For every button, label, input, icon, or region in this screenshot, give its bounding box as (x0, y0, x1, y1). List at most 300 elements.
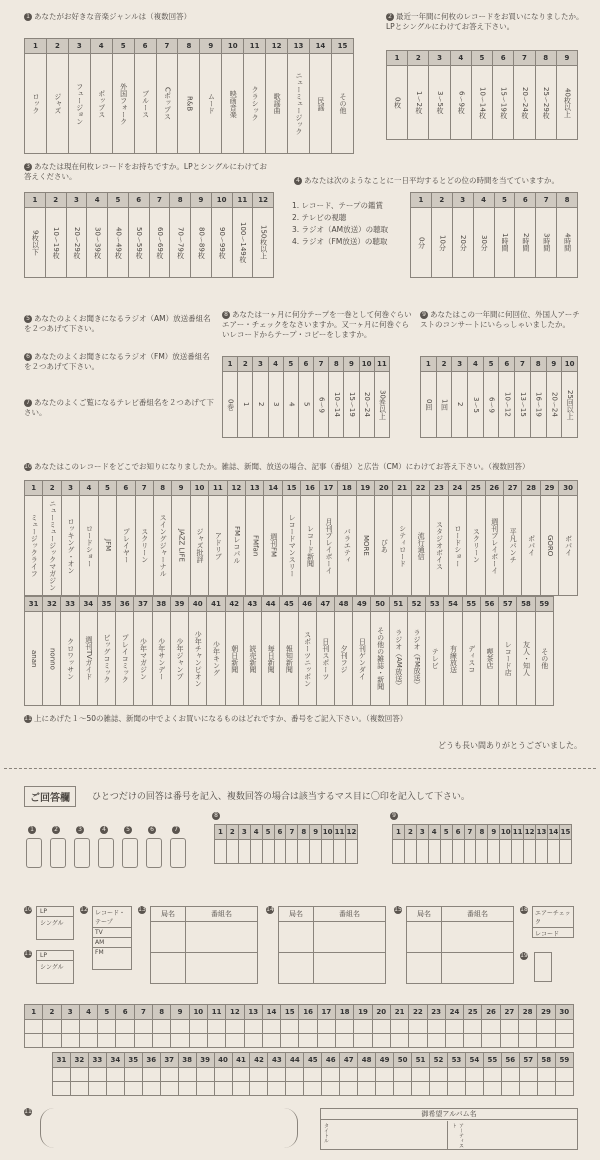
ans-src1-cell[interactable] (281, 1034, 299, 1048)
ans-q9-option-10[interactable] (500, 840, 512, 864)
q2-grid (386, 50, 578, 140)
ans-src2-cell[interactable] (250, 1082, 268, 1096)
ans-q8-option-2[interactable] (226, 840, 238, 864)
ans-src1-col-1: 1 (25, 1005, 43, 1020)
ans-q8-col-4: 4 (250, 825, 262, 840)
ans-src1-option-25[interactable] (464, 1020, 482, 1034)
ans-q8-option-5[interactable] (262, 840, 274, 864)
q10b-col-39: 39 (170, 597, 188, 612)
ans-src2-col-36: 36 (142, 1053, 160, 1068)
q3-option-7: 60〜69枚 (149, 208, 170, 278)
ans-q8-option-11[interactable] (334, 840, 346, 864)
q8-col-2: 2 (238, 357, 253, 372)
ans-src1-cell[interactable] (390, 1034, 408, 1048)
ans-src1-cell[interactable] (207, 1034, 225, 1048)
ans-src1-cell[interactable] (372, 1034, 390, 1048)
ans-src1-cell[interactable] (500, 1034, 518, 1048)
q10a-col-5: 5 (98, 481, 116, 496)
ans-src2-option-34[interactable] (106, 1068, 124, 1082)
answer-num-box-5[interactable] (122, 838, 138, 868)
ans-src1-option-18[interactable] (336, 1020, 354, 1034)
ans-src2-cell[interactable] (214, 1082, 232, 1096)
ans-src2-cell[interactable] (196, 1082, 214, 1096)
ans-src1-option-26[interactable] (482, 1020, 500, 1034)
ans-src2-option-46[interactable] (322, 1068, 340, 1082)
ans-src1-cell[interactable] (317, 1034, 335, 1048)
ans-src1-cell[interactable] (226, 1034, 244, 1048)
ans-src2-cell[interactable] (88, 1082, 106, 1096)
ans-src2-cell[interactable] (465, 1082, 483, 1096)
ans-q8-col-2: 2 (226, 825, 238, 840)
ans-q9-option-7[interactable] (464, 840, 476, 864)
ans-src2-cell[interactable] (286, 1082, 304, 1096)
q10b-option-31: anan (25, 612, 43, 706)
ans-src1-col-2: 2 (43, 1005, 61, 1020)
ans-q8-option-4[interactable] (250, 840, 262, 864)
q4-option-8: 4時間 (557, 208, 578, 278)
ans-q8-option-9[interactable] (310, 840, 322, 864)
ans-src1-option-14[interactable] (262, 1020, 280, 1034)
q10b-option-36: プレイコミック (116, 612, 134, 706)
ans-q9-col-10: 10 (500, 825, 512, 840)
answer-q9-grid[interactable] (392, 824, 572, 864)
ans-src1-cell[interactable] (171, 1034, 189, 1048)
q4-col-4: 4 (473, 193, 494, 208)
q10b-option-54: 有線放送 (444, 612, 462, 706)
q10b-col-34: 34 (79, 597, 97, 612)
answer-q18-box[interactable]: エアーチェック レコード (532, 906, 574, 938)
ans-src2-col-51: 51 (412, 1053, 430, 1068)
ans-src2-option-39[interactable] (196, 1068, 214, 1082)
ans-src2-option-51[interactable] (412, 1068, 430, 1082)
q1-text: 1 あなたがお好きな音楽ジャンルは（複数回答） (24, 12, 191, 22)
ans-src1-option-15[interactable] (281, 1020, 299, 1034)
q1-option-4: ポップス (90, 54, 112, 154)
ans-q9-option-3[interactable] (416, 840, 428, 864)
ans-src2-option-52[interactable] (430, 1068, 448, 1082)
ans-src1-option-22[interactable] (409, 1020, 427, 1034)
q8-col-1: 1 (223, 357, 238, 372)
q10b-col-55: 55 (462, 597, 480, 612)
answer-program-box-1[interactable]: 局名 番組名 (150, 906, 258, 984)
ans-src1-col-13: 13 (244, 1005, 262, 1020)
q1-col-2: 2 (46, 39, 68, 54)
q1-col-11: 11 (244, 39, 266, 54)
ans-src2-cell[interactable] (124, 1082, 142, 1096)
ans-src2-option-59[interactable] (555, 1068, 573, 1082)
ans-src1-option-2[interactable] (43, 1020, 61, 1034)
ans-src1-cell[interactable] (153, 1034, 171, 1048)
ans-src1-cell[interactable] (25, 1034, 43, 1048)
ans-src2-col-57: 57 (519, 1053, 537, 1068)
ans-q8-option-1[interactable] (215, 840, 227, 864)
ans-src2-option-58[interactable] (537, 1068, 555, 1082)
answer-num-box-6[interactable] (146, 838, 162, 868)
ans-src2-option-38[interactable] (178, 1068, 196, 1082)
q3-col-1: 1 (25, 193, 46, 208)
ans-src1-cell[interactable] (116, 1034, 134, 1048)
ans-src1-cell[interactable] (409, 1034, 427, 1048)
q10b-option-50: その他の雑誌・新聞 (371, 612, 389, 706)
q8-col-7: 7 (314, 357, 329, 372)
ans-src2-option-56[interactable] (501, 1068, 519, 1082)
q1-col-5: 5 (112, 39, 134, 54)
q4-option-2: 10分 (431, 208, 452, 278)
ans-src1-col-26: 26 (482, 1005, 500, 1020)
answer-q11-label: 11 (24, 950, 32, 957)
ans-q8-option-10[interactable] (322, 840, 334, 864)
q3-option-9: 80〜89枚 (191, 208, 212, 278)
ans-src2-cell[interactable] (537, 1082, 555, 1096)
q10-text: 10 あなたはこのレコードをどこでお知りになりましたか。雑誌、新聞、放送の場合、記事（番組）と広告（CM）にわけてお答え下さい。（複数回答） (24, 462, 530, 471)
ans-src2-cell[interactable] (430, 1082, 448, 1096)
ans-src2-col-37: 37 (160, 1053, 178, 1068)
q10a-col-20: 20 (375, 481, 393, 496)
ans-src2-option-44[interactable] (286, 1068, 304, 1082)
ans-src1-option-23[interactable] (427, 1020, 445, 1034)
ans-q9-option-5[interactable] (440, 840, 452, 864)
ans-src1-col-19: 19 (354, 1005, 372, 1020)
ans-q9-option-15[interactable] (559, 840, 571, 864)
ans-src1-option-7[interactable] (134, 1020, 152, 1034)
ans-src1-cell[interactable] (555, 1034, 573, 1048)
ans-src2-cell[interactable] (555, 1082, 573, 1096)
ans-src1-option-20[interactable] (372, 1020, 390, 1034)
q8-col-3: 3 (253, 357, 268, 372)
ans-q8-option-12[interactable] (345, 840, 357, 864)
ans-src2-cell[interactable] (304, 1082, 322, 1096)
ans-src2-option-55[interactable] (483, 1068, 501, 1082)
q10a-option-15: レコードマンスリー (282, 496, 300, 596)
ans-src1-option-9[interactable] (171, 1020, 189, 1034)
ans-src1-option-28[interactable] (519, 1020, 537, 1034)
ans-src2-cell[interactable] (376, 1082, 394, 1096)
ans-src1-cell[interactable] (189, 1034, 207, 1048)
ans-src1-cell[interactable] (427, 1034, 445, 1048)
q10b-col-59: 59 (535, 597, 553, 612)
ans-src2-option-31[interactable] (53, 1068, 71, 1082)
ans-src2-option-41[interactable] (232, 1068, 250, 1082)
ans-q8-col-7: 7 (286, 825, 298, 840)
q11-text: 11 上にあげた１〜50の雑誌、新聞の中でよくお買いになるものはどれですか、番号をご記入下さい。（複数回答） (24, 714, 408, 723)
ans-src1-option-12[interactable] (226, 1020, 244, 1034)
q8-option-4: 3 (268, 372, 283, 438)
q10b-col-36: 36 (116, 597, 134, 612)
ans-src1-cell[interactable] (134, 1034, 152, 1048)
ans-src1-option-30[interactable] (555, 1020, 573, 1034)
ans-src1-option-21[interactable] (390, 1020, 408, 1034)
ans-src2-col-46: 46 (322, 1053, 340, 1068)
ans-src2-option-49[interactable] (376, 1068, 394, 1082)
ans-src2-option-53[interactable] (447, 1068, 465, 1082)
ans-q8-option-8[interactable] (298, 840, 310, 864)
ans-q8-option-7[interactable] (286, 840, 298, 864)
ans-src2-cell[interactable] (483, 1082, 501, 1096)
q9-col-10: 10 (562, 357, 578, 372)
q10a-option-27: 平凡パンチ (503, 496, 521, 596)
ans-src1-col-9: 9 (171, 1005, 189, 1020)
ans-src1-cell[interactable] (43, 1034, 61, 1048)
ans-src2-option-54[interactable] (465, 1068, 483, 1082)
q10b-col-45: 45 (280, 597, 298, 612)
ans-src2-cell[interactable] (232, 1082, 250, 1096)
ans-src2-cell[interactable] (447, 1082, 465, 1096)
q8-col-5: 5 (283, 357, 298, 372)
q4-option-7: 3時間 (536, 208, 557, 278)
ans-src2-option-43[interactable] (268, 1068, 286, 1082)
ans-src2-option-33[interactable] (88, 1068, 106, 1082)
ans-src2-col-39: 39 (196, 1053, 214, 1068)
ans-src2-cell[interactable] (142, 1082, 160, 1096)
answer-program-box-3[interactable]: 局名 番組名 (406, 906, 514, 984)
q10b-col-44: 44 (262, 597, 280, 612)
ans-src1-option-17[interactable] (317, 1020, 335, 1034)
q10a-col-25: 25 (467, 481, 485, 496)
ans-q8-col-3: 3 (238, 825, 250, 840)
answer-q8-grid[interactable] (214, 824, 358, 864)
ans-src2-cell[interactable] (160, 1082, 178, 1096)
q10b-option-58: 友人・知人 (517, 612, 535, 706)
answer-free-box[interactable] (40, 1108, 298, 1148)
q5-text: 5 あなたのよくお聞きになるラジオ（AM）放送番組名を２つあげて下さい。 (24, 314, 211, 333)
ans-src2-cell[interactable] (501, 1082, 519, 1096)
q10a-col-28: 28 (522, 481, 540, 496)
ans-src1-option-27[interactable] (500, 1020, 518, 1034)
q8-grid (222, 356, 390, 438)
ans-src2-cell[interactable] (268, 1082, 286, 1096)
ans-src1-col-7: 7 (134, 1005, 152, 1020)
ans-q9-option-9[interactable] (488, 840, 500, 864)
answer-num-label-5: 5 (124, 826, 132, 834)
q1-option-8: R&B (178, 54, 200, 154)
answer-q19-box[interactable] (534, 952, 552, 982)
q10a-option-24: ロードショー (448, 496, 466, 596)
ans-src2-cell[interactable] (106, 1082, 124, 1096)
ans-src1-option-3[interactable] (61, 1020, 79, 1034)
q10b-option-38: 少年サンデー (152, 612, 170, 706)
q10b-option-33: クロワッサン (61, 612, 79, 706)
q1-col-6: 6 (134, 39, 156, 54)
q10b-option-51: ラジオ（AM放送） (389, 612, 407, 706)
ans-src1-option-10[interactable] (189, 1020, 207, 1034)
q10a-col-22: 22 (411, 481, 429, 496)
ans-q9-option-2[interactable] (404, 840, 416, 864)
ans-src1-option-8[interactable] (153, 1020, 171, 1034)
ans-src2-option-47[interactable] (340, 1068, 358, 1082)
q2-col-6: 6 (493, 51, 514, 66)
ans-q9-option-12[interactable] (524, 840, 536, 864)
ans-src1-option-29[interactable] (537, 1020, 555, 1034)
ans-src2-option-50[interactable] (394, 1068, 412, 1082)
q10b-col-52: 52 (407, 597, 425, 612)
ans-src2-cell[interactable] (70, 1082, 88, 1096)
ans-src1-option-6[interactable] (116, 1020, 134, 1034)
q10-grid-1 (24, 480, 578, 596)
q4-grid (410, 192, 578, 278)
answer-num-label-4: 4 (100, 826, 108, 834)
ans-src1-col-4: 4 (79, 1005, 97, 1020)
q3-text: 3 あなたは現在何枚レコードをお持ちですか。LPとシングルにわけてお答えください。 (24, 162, 268, 181)
ans-src1-option-19[interactable] (354, 1020, 372, 1034)
ans-q9-option-6[interactable] (452, 840, 464, 864)
q2-option-1: 0枚 (387, 66, 408, 140)
q10b-option-59: その他 (535, 612, 553, 706)
wish-album-box[interactable]: 御希望アルバム名 タイトル アーティスト (320, 1108, 578, 1150)
ans-src2-option-36[interactable] (142, 1068, 160, 1082)
ans-src2-option-35[interactable] (124, 1068, 142, 1082)
ans-src2-option-57[interactable] (519, 1068, 537, 1082)
q8-option-2: 1 (238, 372, 253, 438)
ans-src2-cell[interactable] (394, 1082, 412, 1096)
answer-q10-label: 10 (24, 906, 32, 913)
ans-src1-cell[interactable] (61, 1034, 79, 1048)
thanks-text: どうも長い間ありがとうございました。 (438, 741, 582, 750)
answer-q14-label: 14 (266, 906, 274, 913)
ans-src1-col-22: 22 (409, 1005, 427, 1020)
ans-q8-option-3[interactable] (238, 840, 250, 864)
ans-src1-cell[interactable] (79, 1034, 97, 1048)
ans-src1-cell[interactable] (354, 1034, 372, 1048)
q8-option-9: 15〜19 (344, 372, 359, 438)
ans-src2-cell[interactable] (519, 1082, 537, 1096)
q8-text: 8 あなたは一ヶ月に何分テープを一巻として何巻ぐらいエアー・チェックをなさいますか。又一ヶ月に何巻ぐらいレコードからテープ・コピーをしますか。 (222, 310, 412, 339)
ans-src2-cell[interactable] (178, 1082, 196, 1096)
answer-num-box-2[interactable] (50, 838, 66, 868)
answer-q12-box[interactable]: レコード・テープ TV AM FM (92, 906, 132, 970)
ans-src2-cell[interactable] (322, 1082, 340, 1096)
ans-src2-col-35: 35 (124, 1053, 142, 1068)
ans-src2-col-47: 47 (340, 1053, 358, 1068)
ans-q9-option-8[interactable] (476, 840, 488, 864)
ans-src2-col-48: 48 (358, 1053, 376, 1068)
answer-source-grid-2[interactable] (52, 1052, 574, 1096)
ans-src2-option-45[interactable] (304, 1068, 322, 1082)
ans-src1-option-24[interactable] (445, 1020, 463, 1034)
q2-text: 2 最近一年間に何枚のレコードをお買いになりましたか。LPとシングルにわけてお答え下さい。 (386, 12, 584, 31)
ans-src1-cell[interactable] (262, 1034, 280, 1048)
ans-src2-cell[interactable] (358, 1082, 376, 1096)
q10a-col-1: 1 (25, 481, 43, 496)
q10a-col-16: 16 (301, 481, 319, 496)
ans-src2-cell[interactable] (412, 1082, 430, 1096)
ans-q8-option-6[interactable] (274, 840, 286, 864)
answer-program-box-2[interactable]: 局名 番組名 (278, 906, 386, 984)
q8-col-10: 10 (359, 357, 374, 372)
ans-q9-option-14[interactable] (547, 840, 559, 864)
q3-col-7: 7 (149, 193, 170, 208)
ans-src2-option-42[interactable] (250, 1068, 268, 1082)
answer-source-grid-1[interactable] (24, 1004, 574, 1048)
q9-option-4: 3〜5 (468, 372, 484, 438)
q1-option-11: クラシック (244, 54, 266, 154)
q8-option-7: 6〜9 (314, 372, 329, 438)
ans-src2-col-59: 59 (555, 1053, 573, 1068)
ans-src1-cell[interactable] (336, 1034, 354, 1048)
ans-src2-option-32[interactable] (70, 1068, 88, 1082)
q2-option-2: 1〜2枚 (408, 66, 429, 140)
q8-col-9: 9 (344, 357, 359, 372)
q2-option-9: 40枚以上 (556, 66, 577, 140)
q4-col-6: 6 (515, 193, 536, 208)
ans-src1-cell[interactable] (464, 1034, 482, 1048)
q10b-option-48: 夕刊フジ (334, 612, 352, 706)
answer-num-box-7[interactable] (170, 838, 186, 868)
ans-src1-cell[interactable] (482, 1034, 500, 1048)
ans-src1-option-5[interactable] (98, 1020, 116, 1034)
ans-src1-option-13[interactable] (244, 1020, 262, 1034)
q1-options (25, 54, 354, 154)
ans-q9-col-15: 15 (559, 825, 571, 840)
q1-option-7: Cポップス (156, 54, 178, 154)
ans-q9-option-4[interactable] (428, 840, 440, 864)
q10b-option-35: ビッグコミック (97, 612, 115, 706)
ans-q8-col-8: 8 (298, 825, 310, 840)
answer-num-box-3[interactable] (74, 838, 90, 868)
q10a-option-25: スクリーン (467, 496, 485, 596)
ans-src1-cell[interactable] (98, 1034, 116, 1048)
q10a-col-27: 27 (503, 481, 521, 496)
ans-src2-option-48[interactable] (358, 1068, 376, 1082)
ans-src2-col-55: 55 (483, 1053, 501, 1068)
q1-col-3: 3 (68, 39, 90, 54)
answer-num-box-1[interactable] (26, 838, 42, 868)
ans-src2-col-31: 31 (53, 1053, 71, 1068)
answer-q10-box[interactable]: LP シングル (36, 906, 74, 940)
ans-q9-option-1[interactable] (393, 840, 405, 864)
q1-option-1: ロック (25, 54, 47, 154)
ans-src1-cell[interactable] (244, 1034, 262, 1048)
ans-src2-col-45: 45 (304, 1053, 322, 1068)
answer-q13-label: 13 (138, 906, 146, 913)
ans-src1-cell[interactable] (445, 1034, 463, 1048)
q10b-option-57: レコード店 (499, 612, 517, 706)
q10b-option-49: 日刊ゲンダイ (353, 612, 371, 706)
ans-src1-option-11[interactable] (207, 1020, 225, 1034)
q9-option-8: 16〜19 (530, 372, 546, 438)
q10a-option-30: ボパイ (559, 496, 578, 596)
ans-src1-option-1[interactable] (25, 1020, 43, 1034)
ans-src1-option-16[interactable] (299, 1020, 317, 1034)
ans-src1-cell[interactable] (299, 1034, 317, 1048)
q10a-option-3: ロッキング・オン (61, 496, 79, 596)
q1-col-9: 9 (200, 39, 222, 54)
answer-num-box-4[interactable] (98, 838, 114, 868)
q10a-option-5: JFM (98, 496, 116, 596)
q10a-option-12: FMレコパル (227, 496, 245, 596)
ans-q8-col-12: 12 (345, 825, 357, 840)
q4-items: 1. レコード、テープの鑑賞 2. テレビの視聴 3. ラジオ（AM放送）の聴取 4. ラジオ（FM放送）の聴取 (292, 201, 389, 246)
ans-q9-option-11[interactable] (512, 840, 524, 864)
q8-option-10: 20〜24 (359, 372, 374, 438)
ans-src2-option-40[interactable] (214, 1068, 232, 1082)
answer-q11-box[interactable]: LP シングル (36, 950, 74, 984)
ans-src1-cell[interactable] (519, 1034, 537, 1048)
q4-option-5: 1時間 (494, 208, 515, 278)
ans-src2-cell[interactable] (53, 1082, 71, 1096)
ans-src2-col-41: 41 (232, 1053, 250, 1068)
ans-src1-cell[interactable] (537, 1034, 555, 1048)
q2-col-2: 2 (408, 51, 429, 66)
ans-src2-option-37[interactable] (160, 1068, 178, 1082)
ans-src1-option-4[interactable] (79, 1020, 97, 1034)
ans-q9-option-13[interactable] (536, 840, 548, 864)
ans-src2-cell[interactable] (340, 1082, 358, 1096)
q1-option-15: その他 (331, 54, 353, 154)
q10a-option-6: プレイヤー (117, 496, 135, 596)
q10a-option-28: ポパイ (522, 496, 540, 596)
q2-option-4: 6〜9枚 (450, 66, 471, 140)
ans-q8-col-11: 11 (334, 825, 346, 840)
